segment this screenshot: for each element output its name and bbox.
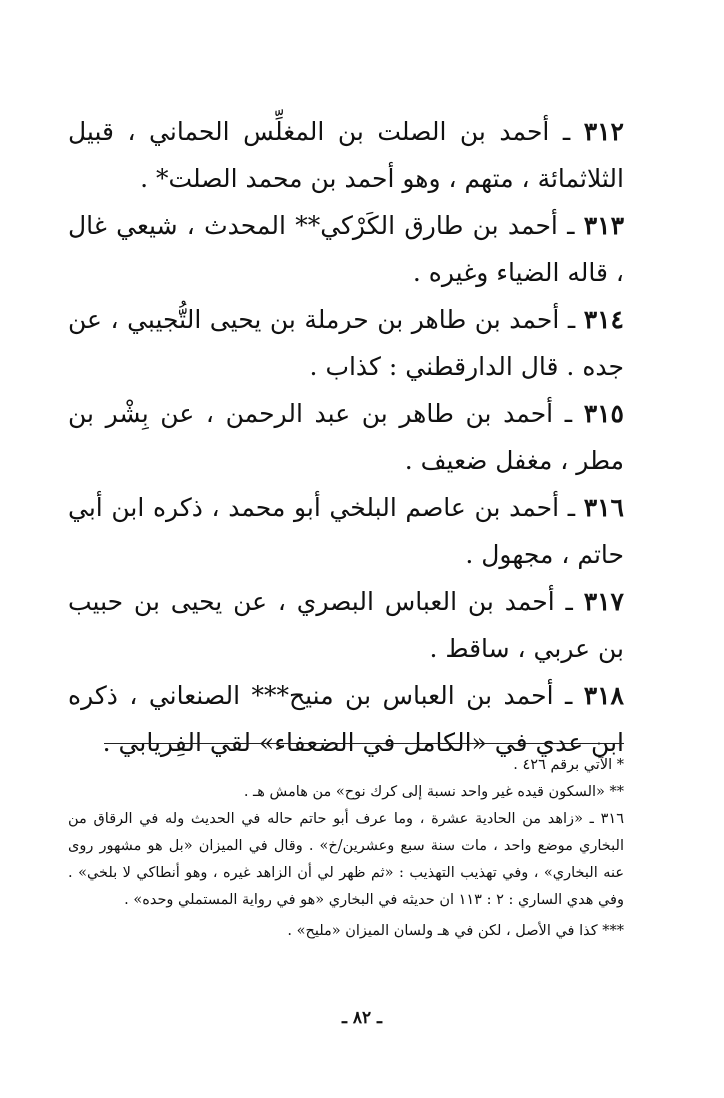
entry-text: ـ أحمد بن العباس البصري ، عن يحيى بن حبيب بن عربي ، ساقط . (68, 587, 624, 663)
entry-text: ـ أحمد بن طاهر بن حرملة بن يحيى التُّجيبي ، عن جده . قال الدارقطني : كذاب . (68, 305, 624, 381)
entry-text: ـ أحمد بن الصلت بن المغلِّس الحماني ، قبيل الثلاثمائة ، متهم ، وهو أحمد بن محمد الصلت* . (68, 117, 624, 193)
entry-312 (68, 108, 624, 202)
footnote-4: *** كذا في الأصل ، لكن في هـ ولسان الميزان «مليح» . (287, 923, 624, 939)
entry-text: ـ أحمد بن طارق الكَرْكي** المحدث ، شيعي غال ، قاله الضياء وغيره . (68, 211, 624, 287)
page-number: ـ ٨٢ ـ (341, 1008, 383, 1028)
entry-text: ـ أحمد بن طاهر بن عبد الرحمن ، عن بِشْر بن مطر ، مغفل ضعيف . (68, 399, 624, 475)
entry-315 (68, 390, 624, 484)
entry-number: ٣١٢ (583, 117, 624, 146)
entry-number: ٣١٥ (583, 399, 624, 428)
entry-number: ٣١٨ (583, 681, 624, 710)
entry-313 (68, 202, 624, 296)
entry-314 (68, 296, 624, 390)
footnote-1: * الآتي برقم ٤٢٦ . (513, 757, 624, 773)
footnotes (68, 752, 624, 945)
entry-316 (68, 484, 624, 578)
entry-text: ـ أحمد بن العباس بن منيح*** الصنعاني ، ذكره ابن عدي في «الكامل في الضعفاء» لقي الفِريابي . (68, 681, 624, 757)
entry-317 (68, 578, 624, 672)
footnote-3: ٣١٦ ـ «زاهد من الحادية عشرة ، وما عرف أبو حاتم حاله في الحديث وله في الرقاق من البخاري موضع واحد ، مات سنة سبع وعشرين/خ» . وقال في الميزان «بل هو مشهور روى عنه البخاري» ، وفي تهذيب التهذيب : «ثم ظهر لي أن الزاهد غيره ، وهو أنطاكي لا بلخي» . وفي هدي الساري : ٢ : ١١٣ ان حديثه في البخاري «هو في رواية المستملي وحده» . (68, 811, 624, 908)
footnote-2: ** «السكون قيده غير واحد نسبة إلى كرك نوح» من هامش هـ . (243, 784, 624, 800)
entry-number: ٣١٧ (583, 587, 624, 616)
entry-number: ٣١٦ (583, 493, 624, 522)
main-text (68, 108, 624, 766)
entry-number: ٣١٤ (583, 305, 624, 334)
footnote-divider (104, 743, 624, 744)
entry-number: ٣١٣ (583, 211, 625, 240)
entry-text: ـ أحمد بن عاصم البلخي أبو محمد ، ذكره ابن أبي حاتم ، مجهول . (68, 493, 624, 569)
